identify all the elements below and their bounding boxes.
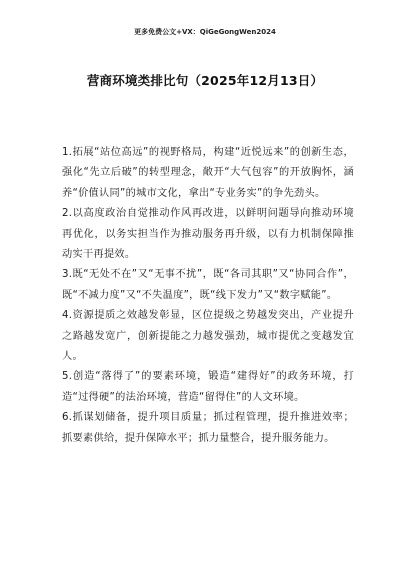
paragraph-2: 2.以高度政治自觉推动作风再改进，以鲜明问题导向推动环境再优化，以务实担当作为推动服务再升级，以有力机制保障推动实干再提效。 [62, 208, 354, 261]
paragraph-6: 6.抓谋划储备，提升项目质量；抓过程管理，提升推进效率；抓要素供给，提升保障水平；抓力量整合，提升服务能力。 [62, 412, 354, 444]
paragraph-1: 1.拓展“站位高远”的视野格局，构建“近悦远来”的创新生态，强化“先立后破”的转型理念，敞开“大气包容”的开放胸怀，涵养“价值认同”的城市文化，拿出“专业务实”的争先劲头。 [62, 147, 354, 199]
document-body [62, 143, 354, 449]
document-title: 营商环境类排比句（2025年12月13日） [86, 73, 324, 88]
paragraph-4: 4.资源提质之效越发彰显，区位提级之势越发突出，产业提升之路越发宽广，创新提能之力越发强劲，城市提优之变越发宜人。 [62, 310, 354, 363]
paragraph-3: 3.既“无处不在”又“无事不扰”，既“各司其职”又“协同合作”，既“不减力度”又“不失温度”，既“线下发力”又“数字赋能”。 [62, 269, 354, 301]
header-note: 更多免费公文+VX：QiGeGongWen2024 [134, 28, 276, 36]
paragraph-5: 5.创造“落得了”的要素环境，锻造“建得好”的政务环境，打造“过得硬”的法治环境，营造“留得住”的人文环境。 [62, 371, 354, 403]
